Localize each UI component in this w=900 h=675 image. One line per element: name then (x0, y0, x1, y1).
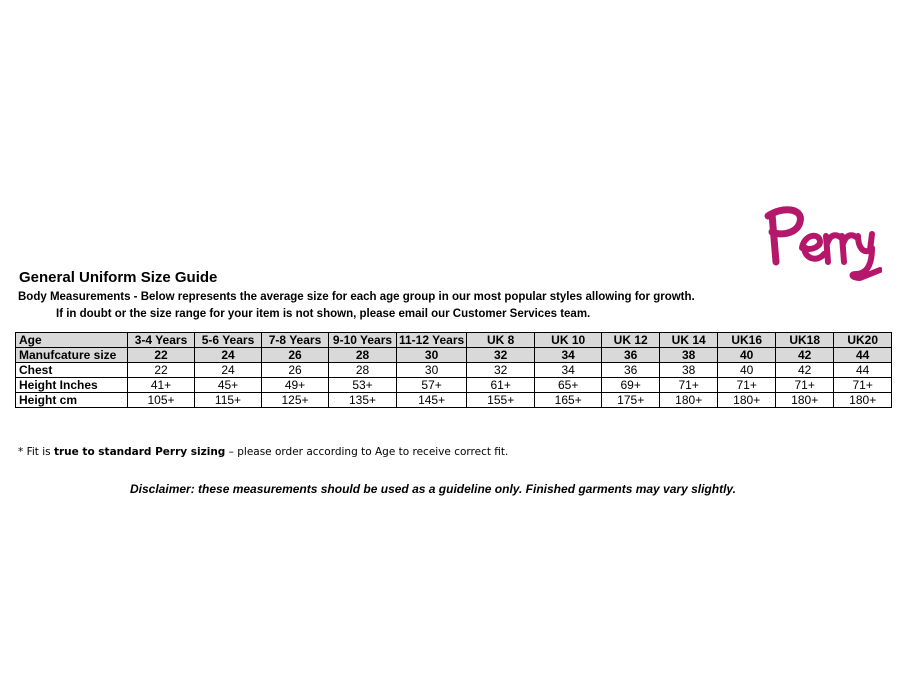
table-cell: 32 (467, 363, 535, 378)
table-cell: 180+ (718, 393, 776, 408)
table-cell: 42 (776, 363, 834, 378)
table-cell: 26 (262, 348, 329, 363)
table-row (16, 348, 892, 363)
row-label: Chest (16, 363, 128, 378)
fit-note-suffix: – please order according to Age to receive correct fit. (225, 446, 509, 458)
table-cell: UK18 (776, 333, 834, 348)
table-cell: 3-4 Years (128, 333, 195, 348)
table-cell: 26 (262, 363, 329, 378)
table-cell: 28 (329, 363, 397, 378)
table-cell: 155+ (467, 393, 535, 408)
page-title: General Uniform Size Guide (19, 269, 218, 286)
table-cell: 24 (195, 348, 262, 363)
fit-note-prefix: * Fit is (18, 446, 54, 458)
table-cell: 65+ (535, 378, 602, 393)
subtitle-contact: If in doubt or the size range for your item is not shown, please email our Customer Services team. (56, 308, 591, 320)
table-cell: 41+ (128, 378, 195, 393)
table-row (16, 363, 892, 378)
table-cell: 42 (776, 348, 834, 363)
table-cell: UK20 (834, 333, 892, 348)
table-cell: 180+ (776, 393, 834, 408)
table-cell: 36 (602, 348, 660, 363)
table-cell: 44 (834, 363, 892, 378)
table-cell: UK 12 (602, 333, 660, 348)
table-cell: 34 (535, 348, 602, 363)
table-cell: UK16 (718, 333, 776, 348)
table-cell: 24 (195, 363, 262, 378)
table-row (16, 378, 892, 393)
table-cell: 61+ (467, 378, 535, 393)
table-cell: 71+ (776, 378, 834, 393)
table-cell: 30 (397, 348, 467, 363)
table-cell: 28 (329, 348, 397, 363)
perry-logo (760, 204, 882, 284)
table-cell: 38 (660, 363, 718, 378)
table-cell: UK 8 (467, 333, 535, 348)
fit-note-bold: true to standard Perry sizing (53, 446, 226, 458)
table-cell: 125+ (262, 393, 329, 408)
row-label: Manufcature size (16, 348, 128, 363)
table-row (16, 333, 892, 348)
table-cell: 44 (834, 348, 892, 363)
fit-note (18, 446, 508, 458)
table-cell: 71+ (718, 378, 776, 393)
table-cell: 57+ (397, 378, 467, 393)
row-label: Height cm (16, 393, 128, 408)
table-cell: 5-6 Years (195, 333, 262, 348)
table-cell: 71+ (834, 378, 892, 393)
table-cell: 22 (128, 363, 195, 378)
table-cell: 32 (467, 348, 535, 363)
table-cell: 38 (660, 348, 718, 363)
table-cell: 40 (718, 348, 776, 363)
table-cell: 145+ (397, 393, 467, 408)
table-cell: 180+ (834, 393, 892, 408)
table-cell: 11-12 Years (397, 333, 467, 348)
size-table (15, 332, 892, 408)
table-cell: 34 (535, 363, 602, 378)
table-cell: 22 (128, 348, 195, 363)
table-cell: 105+ (128, 393, 195, 408)
table-cell: 36 (602, 363, 660, 378)
table-cell: UK 10 (535, 333, 602, 348)
table-cell: 175+ (602, 393, 660, 408)
table-cell: 40 (718, 363, 776, 378)
table-cell: 71+ (660, 378, 718, 393)
table-cell: 180+ (660, 393, 718, 408)
table-cell: 69+ (602, 378, 660, 393)
table-cell: 165+ (535, 393, 602, 408)
disclaimer: Disclaimer: these measurements should be used as a guideline only. Finished garments may vary slightly. (130, 482, 736, 496)
subtitle: Body Measurements - Below represents the average size for each age group in our most popular styles allowing for growth. (18, 291, 695, 303)
table-cell: 115+ (195, 393, 262, 408)
table-cell: 49+ (262, 378, 329, 393)
table-cell: 53+ (329, 378, 397, 393)
table-cell: UK 14 (660, 333, 718, 348)
row-label: Height Inches (16, 378, 128, 393)
table-row (16, 393, 892, 408)
table-cell: 30 (397, 363, 467, 378)
table-cell: 7-8 Years (262, 333, 329, 348)
row-label: Age (16, 333, 128, 348)
table-cell: 9-10 Years (329, 333, 397, 348)
table-cell: 45+ (195, 378, 262, 393)
table-cell: 135+ (329, 393, 397, 408)
